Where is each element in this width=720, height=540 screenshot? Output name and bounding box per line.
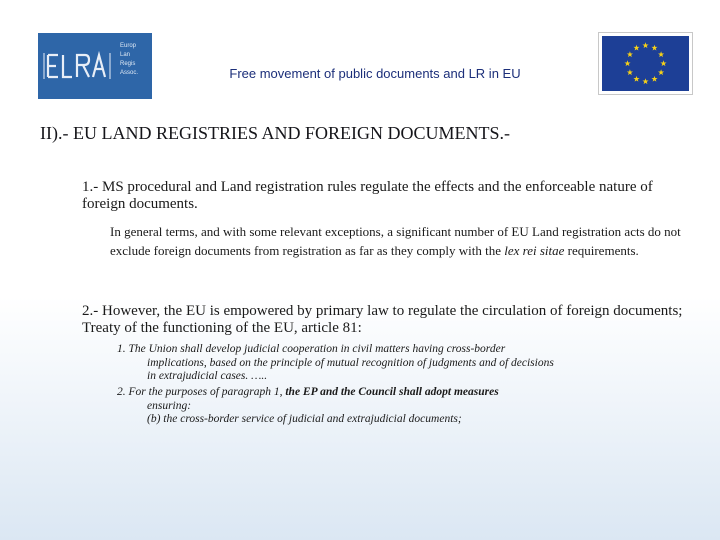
elra-logo	[38, 33, 152, 99]
paragraph-1: 1.- MS procedural and Land registration rules regulate the effects and the enforceable nature of foreign documents.	[82, 179, 653, 212]
quote-line: in extrajudicial cases. …..	[147, 370, 268, 382]
elra-tagline-line: Europ	[120, 43, 137, 49]
paragraph-2: 2.- However, the EU is empowered by primary law to regulate the circulation of foreign documents; Treaty of the functioning of the EU, article 81:	[82, 303, 683, 336]
treaty-quote-1	[117, 343, 707, 384]
header-title: Free movement of public documents and LR in EU	[229, 66, 521, 81]
quote-line: (b) the cross-border service of judicial and extrajudicial documents;	[147, 413, 462, 425]
quote-line: 1. The Union shall develop judicial cooperation in civil matters having cross-border	[117, 343, 506, 355]
elra-logo-mark	[38, 33, 120, 99]
quote-line: implications, based on the principle of mutual recognition of judgments and of decisions	[147, 356, 554, 369]
elra-tagline-line: Assoc.	[120, 70, 139, 76]
detail-italic: lex rei sitae	[504, 243, 565, 258]
elra-tagline	[120, 42, 150, 78]
eu-flag	[598, 32, 693, 95]
section-heading: II).- EU LAND REGISTRIES AND FOREIGN DOCUMENTS.-	[40, 123, 510, 143]
treaty-quote-2	[117, 386, 707, 427]
paragraph-1-detail	[110, 222, 685, 260]
elra-tagline-line: Lan	[120, 52, 131, 58]
elra-tagline-line: Regis	[120, 61, 136, 67]
detail-text-end: requirements.	[564, 243, 639, 258]
detail-text: In general terms, and with some relevant exceptions, a significant number of EU Land registration acts do not exclude foreign documents from registration as far as they comply with the	[110, 224, 681, 258]
quote-bold: the EP and the Council shall adopt measures	[285, 386, 499, 398]
quote-line: ensuring:	[147, 399, 192, 412]
eu-flag-icon	[602, 36, 689, 91]
quote-line: 2. For the purposes of paragraph 1,	[117, 386, 286, 398]
